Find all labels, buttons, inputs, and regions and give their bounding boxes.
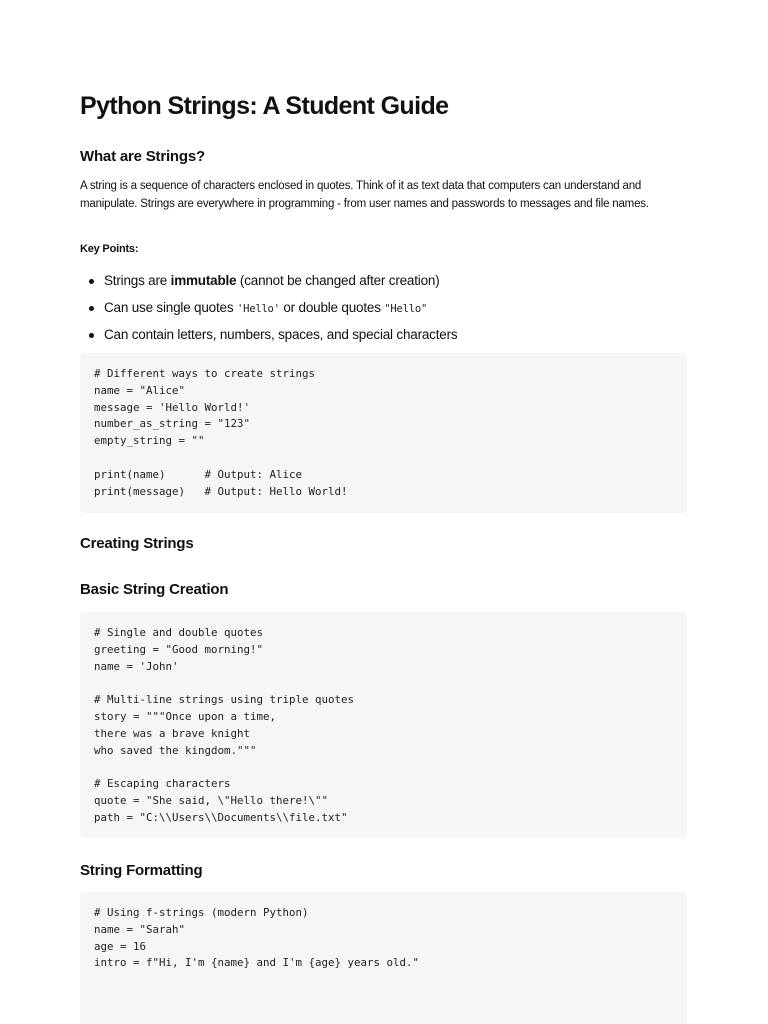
- page-title: Python Strings: A Student Guide: [80, 92, 449, 120]
- key-points-list: [80, 270, 457, 351]
- point-text: (cannot be changed after creation): [236, 273, 440, 288]
- list-item: [80, 270, 457, 297]
- code-block[interactable]: [80, 612, 687, 838]
- heading-creating-strings: Creating Strings: [80, 535, 194, 552]
- code-text[interactable]: # Using f-strings (modern Python) name = "Sarah" age = 16 intro = f"Hi, I'm {name} and I'm {age} years old.": [94, 906, 420, 970]
- point-text: Can use single quotes: [104, 300, 237, 315]
- code-block[interactable]: [80, 353, 687, 513]
- bullet-icon: [89, 333, 94, 338]
- list-item: [80, 324, 457, 351]
- intro-paragraph: A string is a sequence of characters enclosed in quotes. Think of it as text data that computers can understand and manipulate. Strings are everywhere in programming - from user names and passwords to messages and file names.: [80, 180, 649, 210]
- inline-code: 'Hello': [236, 303, 280, 315]
- heading-string-formatting: String Formatting: [80, 862, 203, 879]
- point-text: or double quotes: [279, 300, 385, 315]
- bullet-icon: [89, 306, 94, 311]
- code-text[interactable]: # Different ways to create strings name = "Alice" message = 'Hello World!' number_as_string = "123" empty_string = "" print(name) # Output: Alice print(message) # Output: Hello World!: [94, 367, 348, 498]
- key-points-label: Key Points:: [80, 243, 139, 255]
- code-text[interactable]: # Single and double quotes greeting = "Good morning!" name = 'John' # Multi-line strings using triple quotes story = """Once upon a time, there was a brave knight who saved the kingdom.""" # Escaping characters quote = "She said, \"Hello there!\"" path = "C:\\Users\\Documents\\file.txt": [94, 626, 355, 824]
- list-item: [80, 297, 457, 324]
- code-block[interactable]: [80, 892, 687, 1024]
- point-text: Strings are: [104, 273, 171, 288]
- bullet-icon: [89, 279, 94, 284]
- heading-basic-string-creation: Basic String Creation: [80, 581, 229, 598]
- point-text: Can contain letters, numbers, spaces, and special characters: [104, 327, 458, 342]
- heading-what-are-strings: What are Strings?: [80, 148, 205, 165]
- inline-code: "Hello": [384, 303, 428, 315]
- point-bold-term: immutable: [170, 273, 237, 288]
